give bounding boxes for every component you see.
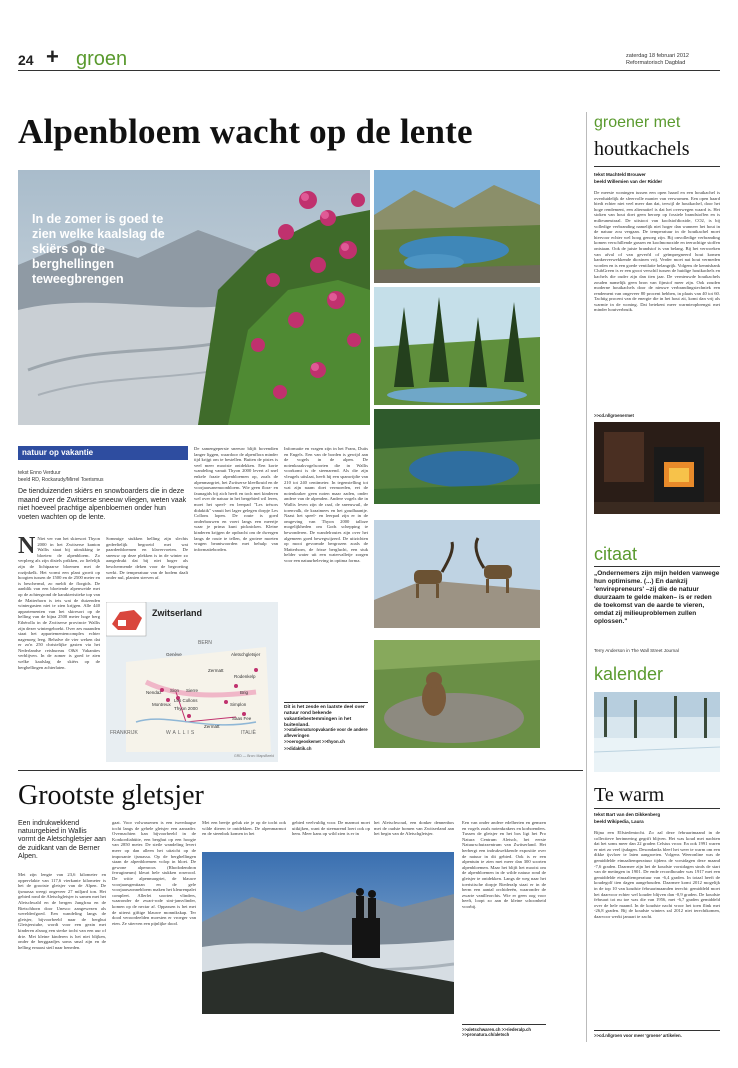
- houtkachels-byline-1: tekst Machteld Brouwer: [594, 172, 646, 177]
- article-col-4: Informatie en vragen zijn in het Frans, Duits en Engels. Een van de borden is gewijd aan de vogels in de alpen. De notenkraakvogelsoorten die in Wallis voorkomt is de steenarend. Als die zijn vleugels uitslaat, heeft hij een spanwijdte van 210 tot 240 centimeter. In tegenstelling tot wat zijn naam doet vermoeden, eet de notenkraker geen noten maar zaden, onder andere van de alpenden. Andere vogels die in Wallis leven zijn de raaf, de sneeuwuil, de torenvalk, de kraaimees en het goudhaantje. Naast het speel- en leerpad zijn er in de omgeving van Thyon 2000 talloze mogelijkheden om Gods schepping te bewonderen. De wandelroutes zijn over het algemeen goed bewegwijzerd. De uitzichten op mooi gevormde bergrozen zoals de Matterhorn, de frisse berglucht, een stuk helder water uit een watervalletje zorgen voor een natuurbeleving in optima forma.: [284, 446, 368, 563]
- switzerland-map: [106, 602, 278, 762]
- section-bar-label: natuur op vakantie: [22, 448, 94, 457]
- map-place-thyon: Thyon 2000: [174, 706, 198, 711]
- byline-1: tekst Enno Verduur: [18, 470, 61, 476]
- map-title: Zwitserland: [152, 608, 203, 618]
- drop-cap: N: [18, 536, 36, 559]
- map-place-aletsch: Aletschgletsjer: [231, 652, 261, 657]
- marmot-photo: [374, 640, 540, 748]
- col-1-text: Niet ver van het skiresort Thyon 2000 in het Zwitserse kanton Wallis staat bij uitrukking te bloeien: de alpenbloem. Zo verpleeg als zijn distels prikken, zo liefelijk zijn de lichtpaarse bloemen met de rozijnkelk. Het vormt een plant groeit op hoogten tussen de 1500 en de 2500 meter en is beschermd, zo meldt de florgids. De aanblik van een bloeiende alpenweide met op de achtergrond de karakteristieke top van de Matterhorn is iets wat de duizenden wintergasten niet te zien krijgen. Alle 440 appartementen van het skiresort op de helling van de bijna 2500 meter hoge berg Ethérolla in de Zwitserse provincie Wallis zijn dezer wintergeboekt. Over zes maanden staat het appartementencomplex echter nagenoeg leeg. Behalve de vier weken dat er zo'n 250 christelijke gasten via het Nederlandse reisbureau O&S Vakanties verblijven. In de zomer is goed te zien welke kaalslag de skiërs op de berghellingen achterlaten.: [18, 536, 100, 670]
- map-place-nendaz: Nendaz: [146, 690, 162, 695]
- map-label-italie: ITALIË: [241, 730, 256, 736]
- article-col-3: De samengeperste sneeuw blijft bovendien langer liggen, waardoor de alpenflora minder tijd krijgt om te bestellen. Buiten de pistes is veel meer mooiste ontdekken. Een korte wandeling vanuit Thyon 2000 levert al snel enkele fraaie alpenbloemen op, zoals de alpenmargriet, het Zwitserse kleefkruid en de voorjaarsanemoonbloem. Wie geen flora- en faunagids bij zich heeft en toch met kinderen wel over de natuur in het bergebied wil leren, moet het speel- en leerpad "Les trésors didaktik" vanuit het lager gelegen dorpje Les Collons lopen. De route is goed onderbouwen en voert langs een meertje waar je prima kunt picknicken. Kleine kinderen krijgen de opdracht om de dwergen langs de route te tellen, de grotere moeten vragen beantwoorden met behulp van informatieborden.: [194, 446, 278, 552]
- lead-paragraph: De tienduizenden skiërs en snowboarders die in deze maand over de Zwitserse sneeuw vliegen, weten vaak niet hoeveel prachtige alpenbloemen onder hun voeten wachten op de lente.: [18, 488, 187, 521]
- map-place-saas-fee: Saas Fee: [232, 716, 252, 721]
- section-divider: [18, 770, 583, 771]
- map-place-les-collons: Les Collons: [174, 698, 198, 703]
- section-bar: [18, 446, 188, 460]
- second-col-6: Een van onder andere edelherten en gemzen en vogels zoals notenkrakers en korhoenders. Tussen de gletsjer en het bos ligt het Pro Natura Centrum Aletsch, het eerste Natuurschutzzentrum van Zwitserland. Het herbergt een indrukwekkende expositie over de natuur in dit gebied. Ook is er een alpentuin te zien met meer dan 300 soorten alpenbloemen. Maar het blijft het mooist om de alpenbloemen in de wilde natuur rond de gletsjer te ontdekken. Langs de weg naar het toeristische dorpje Riederalp staat er in de berm een aantal orchideeën, waaronder de zwarte vanilleorchis. Wie er geen oog voor heeft, loopt zo aan de kleine schoonheid voorbij.: [462, 820, 546, 909]
- tewarm-link[interactable]: >>cd.nl/groen voor meer 'groene' artikelen.: [594, 1030, 720, 1038]
- citaat-kop: citaat: [594, 544, 638, 564]
- map-credit: GRD — Bron: MapsBeeld: [234, 754, 275, 758]
- article-col-2: Sommige stukken helling zijn slechts gedeeltelijk begroeid met wat paardenbloemen en klavervoeten. De sneeuw op deze plekken is in de winter zo aangedrukt dat bij niet hoger als beschermende deken voor de begroeiing werkt. De temperatuur van de bodem daalt onder nul, planten sterven af.: [106, 536, 188, 581]
- citaat-rule: [594, 566, 720, 567]
- tewarm-byline-1: tekst Bart van den Dikkenberg: [594, 812, 661, 817]
- map-place-sierre: Sierre: [186, 688, 199, 693]
- second-col-4: gebied veelvuldig voor. De marmot moet uitkijken, want de steenarend loert ook op hem. Meer kans op wild zien is er in: [292, 820, 370, 837]
- mountain-lake-photo: [374, 170, 540, 283]
- map-place-zermatt-2: Zermatt: [204, 724, 220, 729]
- houtkachels-byline-2: beeld Willemien van der Ridder: [594, 179, 663, 184]
- main-link-3[interactable]: >>didaktik.ch: [284, 746, 312, 751]
- page-number: 24: [18, 52, 34, 68]
- alpine-rose-photo: [18, 170, 370, 425]
- header-date: zaterdag 18 februari 2012: [626, 53, 689, 59]
- woodstove-photo: [594, 422, 720, 514]
- tewarm-rule: [594, 808, 720, 809]
- map-place-zermatt: Zermatt: [208, 668, 224, 673]
- frozen-canal-photo: [594, 692, 720, 772]
- map-label-frankrijk: FRANKRIJK: [110, 730, 138, 736]
- plus-icon: +: [46, 44, 59, 69]
- glacier-hikers-photo: [202, 852, 454, 1014]
- second-col-3: Met een beetje geluk zie je op de tocht ook wilde dieren te ontdekken. De alpenmarmot en de steenbok komen in het: [202, 820, 286, 837]
- houtkachels-rule: [594, 166, 720, 167]
- second-col-5: het Aletschwoud, een donker dennenbos met de oudste bomen van Zwitserland aan het begin van de Aletschgletsjer.: [374, 820, 454, 837]
- second-links[interactable]: >>aletschwaren.ch >>riederalp.ch >>pronatura.ch/aletsch: [462, 1024, 546, 1037]
- map-label-bern: BERN: [198, 640, 212, 646]
- houtkachels-link[interactable]: >>cd.nl/groenermet: [594, 413, 634, 418]
- main-link-1[interactable]: >>ataliesnaturopvakantie voor de andere afleveringen: [284, 727, 368, 738]
- map-place-montreux: Montreux: [152, 702, 171, 707]
- article-col-1: [18, 536, 100, 786]
- tewarm-text: Bijna een Elfstedentocht. Zo zal deze februarimaand in de collectieve herinnering gegrift blijven. Het was koud met nachten dat het soms meer dan 22 graden Celsius vroor. En ook 1991 waren er niet zo veel ijsdagen. Desondanks bleef het weer te warm om een dikke ijsvloer te laten aangroeien. Volgens Weeronline was de gemiddelde etmaaltemperatuur tijdens de vorstdagen deze maand -7,6 graden. Daarmee zijn het de koudste vorstdagen sinds de start van de metingen in 1901. De ende recordhouder was 1917 met een gemiddelde etmaaltemperatuur van -6,4 graden. In totaal heeft de koudegolf tien dagen aangehouden. Daarmee komt 2012 mogelijk in de top 10 van koudste februarimaanden terecht: gemiddeld moet het daarvoor echter wel kouder blijven dan -0,9 graden. De koudste februari tot nu toe was die van 1956, met -6,7 graden gemiddeld over de hele maand. In de koudste nacht vroor het toen flink met -26,8 graden. Bij de koudste winters zal 2012 niet terechtkomen, daarvoor werkt januari te zacht.: [594, 830, 720, 919]
- groener-kop: groener met: [594, 114, 681, 131]
- tewarm-byline-2: beeld Wikipedia, Laura: [594, 819, 644, 824]
- second-lead: Een indrukwekkend natuurgebied in Wallis vormt de Aletschgletsjer aan de zuidkant van de Berner Alpen.: [18, 820, 106, 860]
- map-label-wallis: WALLIS: [166, 730, 197, 736]
- byline-2: beeld RD, Rockarudy/Mirrel Toerismus: [18, 477, 104, 483]
- header-rule: [18, 70, 720, 71]
- series-note: Dit is het zesde en laatste deel over natuur rond bekende vakantiebestemmingen in het buitenland.: [284, 702, 368, 729]
- ibex-photo: [374, 520, 540, 628]
- main-link-2[interactable]: >>oerogeoskemet >>thyon.ch: [284, 739, 345, 744]
- right-rail-divider: [586, 112, 587, 1042]
- houtkachels-kop: houtkachels: [594, 138, 690, 160]
- pullquote: In de zomer is goed te zien welke kaalslag de skiërs op de berghellingen teweegbrengen: [32, 212, 165, 286]
- map-place-sion: Sion: [170, 688, 180, 693]
- second-headline: Grootste gletsjer: [18, 780, 204, 811]
- header-paper: Reformatorisch Dagblad: [626, 60, 686, 66]
- map-place-geneve: Genève: [166, 652, 182, 657]
- map-place-brig: Brig: [240, 690, 249, 695]
- second-col-1: Met zijn lengte van 23,6 kilometer en oppervlakte van 117,6 vierkante kilometer is het de grootste gletsjer van de Alpen. De ijsmassa weegt ongeveer 27 miljard ton. Het gebied rond de Aletschgletsjer is samen met het Aletschwald en de bergen Jungfrau en de Bietschhorn door Unesco aangewezen als werelderfgoed. Een wandeling langs de gletsjer, bijvoorbeeld naar de berghut Gletsjerstube, wordt voor een gezin met kinderen alsnog een sterke tocht van een uur of drie. Met kleine kinderen is het niet blijken, onder de berggaadjes soms smal zijn en de helling ernaast steil naar beneden.: [18, 872, 106, 950]
- map-place-rodenkelp: Rodenkelp: [234, 674, 256, 679]
- main-headline: Alpenbloem wacht op de lente: [18, 112, 473, 151]
- citaat-text: „Ondernemers zijn mijn helden vanwege hun optimisme. (...) En dankzij 'envirepreneurs' –zij die de natuur duurzaam te gelde maken– is er reden de toekomst van de aarde te vieren, omdat zij milieuproblemen zullen oplossen.": [594, 570, 720, 625]
- section-title: groen: [76, 48, 128, 70]
- citaat-source: Terry Anderson in The Wall Street Journal: [594, 648, 679, 653]
- second-col-2: gaat. Voor volwassenen is een tweedaagse tocht langs de gehele gletsjer een aanrader. Overnachten kan bijvoorbeeld in de Konkordiahütte, een berghut op een hoogte van 2850 meter. De steile wandeling levert meer op dan alleen het uitzicht op de imposante ijsmassa. Op de berghellingen staan de alpenbloemen volop in bloei. De gewone alpenroos (Rhododendron ferrugineum) kleurt hele stukken roserood. De witte alpenmargriet, de blauwe voorjaarsgentiaan en de gele voorjaarszonnebloem maken het kleurenpalet compleet. Allerlei soorten vlinders, waaronder de zwart-rode sint-jansvlinder, komen op de nectar af. Oppassen is het met de uiterst giftige blauwe monnikskap. Ter dood veroordeelden moesten er vroeger van eten. Ze stierven een pijnlijke dood.: [112, 820, 196, 926]
- map-place-simplon: Simplon: [230, 702, 247, 707]
- kalender-kop: kalender: [594, 664, 664, 684]
- mountain-pool-photo: [374, 409, 540, 504]
- pine-forest-photo: [374, 287, 540, 405]
- tewarm-kop: Te warm: [594, 784, 665, 806]
- houtkachels-text: De meeste woningen tussen een open haard en een houtkachel is overduidelijk de sfeervolle manier van verwarmen. Een open haard biedt echter niet veel meer dan dat, terwijl de houtkachel, door het hoge rendement, een alternatief is dat het overwegen waard is. Het stoken van hout doet geen beroep op fossiele brandstoffen en is milieuneutraal. De uitstoot van koolstofdioxide, CO2, is bij volledige verbranding namelijk niet hoger dan wanneer het hout in de natuur zou vergaan. De temperatuur in de houtkachel moet hiervoor echter wel hoog genoeg zijn. Bij onvolledige verbranding komen verschillende gassen en koolmonoxide en teerachtige stoffen ontstaan. Ook de juiste brandstof is van belang. Bij het verwoeken van afval of van geverfd of geïmpregneerd hout komen kankerverwekkende dioxinen vrij. Verder moet nat hout vermeden worden en is een goede ventilatie belangrijk. Volgens de kennisbank ClubGreen is er een groot verschil tussen de huidige houtkachels en kachels die ouder zijn dan tien jaar. De vernieuwde houtkachels zouden namelijk geen bron van fijnstof meer zijn. Ook zouden moderne houtkachels door de nieuwe verbrandingstechniek een rendement van ongeveer 80 procent hebben, in plaats van 40 tot 60. Tachtig procent van de energie die in het hout zit, komt dan vrij als warmte in de woning. Dat betekent meer warmteopbrengst met minder houtverbruik.: [594, 190, 720, 313]
